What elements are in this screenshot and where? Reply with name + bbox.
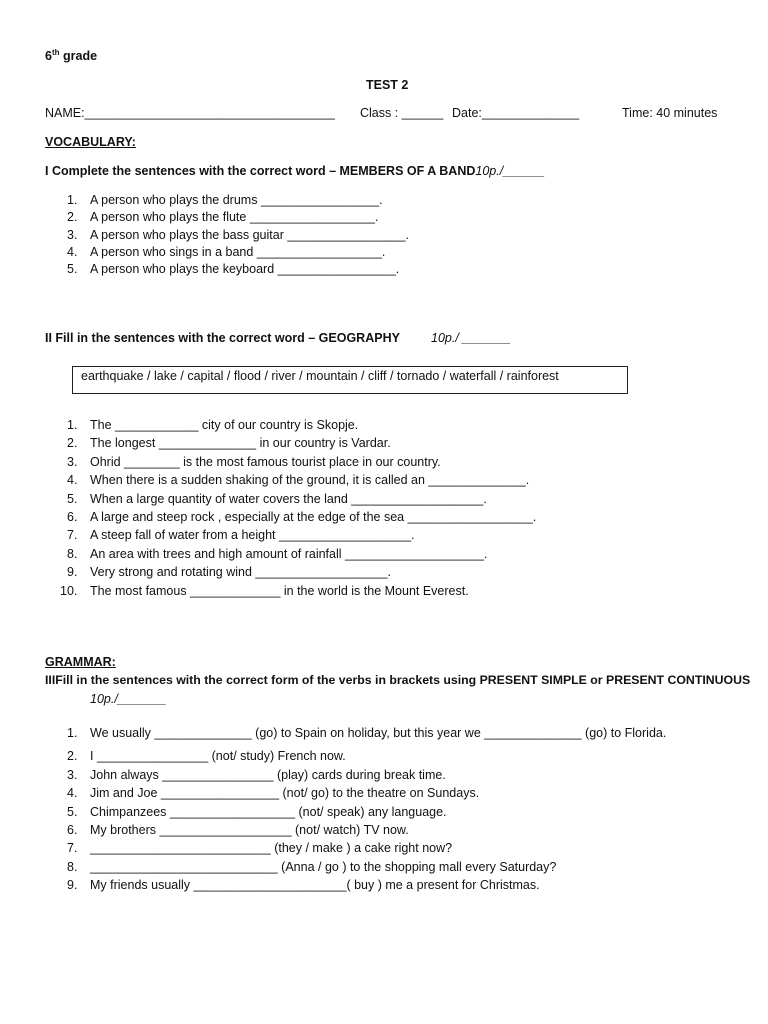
- class-field[interactable]: Class : ______: [360, 106, 444, 120]
- section-3-points: 10p./_______: [90, 692, 167, 706]
- list-item[interactable]: 4. Jim and Joe _________________ (not/ go) to the theatre on Sundays.: [67, 786, 480, 801]
- section-2-title: II Fill in the sentences with the correct word – GEOGRAPHY: [45, 331, 400, 345]
- word-box: earthquake / lake / capital / flood / river / mountain / cliff / tornado / waterfall / rainforest: [72, 366, 628, 394]
- list-item[interactable]: 6. A large and steep rock , especially at the edge of the sea __________________.: [67, 510, 537, 525]
- section-2-points: 10p./ _______: [431, 331, 511, 345]
- list-item[interactable]: 1. We usually ______________ (go) to Spain on holiday, but this year we ______________ (go) to Florida.: [67, 726, 667, 740]
- section-3-title: IIIFill in the sentences with the correct form of the verbs in brackets using PRESENT SIMPLE or PRESENT CONTINUOUS: [45, 673, 751, 687]
- list-item[interactable]: 4. A person who sings in a band __________________.: [67, 244, 386, 259]
- list-item[interactable]: 1. The ____________ city of our country is Skopje.: [67, 418, 359, 432]
- list-item[interactable]: 8. ___________________________ (Anna / go ) to the shopping mall every Saturday?: [67, 859, 557, 874]
- grammar-heading: GRAMMAR:: [45, 655, 116, 669]
- list-item[interactable]: 3. Ohrid ________ is the most famous tourist place in our country.: [67, 454, 441, 469]
- section-1-list: [45, 192, 409, 278]
- section-2-list: [45, 416, 536, 600]
- list-item[interactable]: 2. I ________________ (not/ study) French now.: [67, 749, 346, 764]
- list-item[interactable]: 8. An area with trees and high amount of rainfall ____________________.: [67, 546, 488, 561]
- list-item[interactable]: 9. My friends usually ______________________( buy ) me a present for Christmas.: [67, 878, 540, 893]
- list-item[interactable]: 5. When a large quantity of water covers the land ___________________.: [67, 491, 487, 506]
- list-item[interactable]: 5. A person who plays the keyboard _________________.: [67, 262, 400, 277]
- list-item[interactable]: 7. A steep fall of water from a height ___________________.: [67, 528, 415, 543]
- list-item[interactable]: 9. Very strong and rotating wind ___________________.: [67, 565, 391, 580]
- vocabulary-heading: VOCABULARY:: [45, 135, 136, 149]
- list-item[interactable]: 10. The most famous _____________ in the world is the Mount Everest.: [60, 583, 469, 598]
- list-item[interactable]: 3. John always ________________ (play) cards during break time.: [67, 767, 446, 782]
- list-item[interactable]: 5. Chimpanzees __________________ (not/ speak) any language.: [67, 804, 447, 819]
- date-field[interactable]: Date:______________: [452, 106, 580, 120]
- grade-label: 6th grade: [45, 48, 98, 64]
- name-field[interactable]: NAME:____________________________________: [45, 106, 335, 120]
- list-item[interactable]: 6. My brothers ___________________ (not/ watch) TV now.: [67, 823, 409, 838]
- list-item[interactable]: 7. __________________________ (they / make ) a cake right now?: [67, 841, 453, 856]
- list-item[interactable]: 2. The longest ______________ in our country is Vardar.: [67, 436, 391, 451]
- list-item[interactable]: 2. A person who plays the flute __________________.: [67, 210, 379, 225]
- section-3-list: [45, 724, 666, 895]
- list-item[interactable]: 4. When there is a sudden shaking of the ground, it is called an ______________.: [67, 473, 530, 488]
- section-1-title: I Complete the sentences with the correct word – MEMBERS OF A BAND10p./______: [45, 164, 545, 178]
- list-item[interactable]: 1. A person who plays the drums _________________.: [67, 193, 383, 207]
- section-1-points: 10p./______: [475, 164, 545, 178]
- list-item[interactable]: 3. A person who plays the bass guitar _________________.: [67, 227, 409, 242]
- time-label: Time: 40 minutes: [622, 106, 718, 120]
- test-title: TEST 2: [366, 78, 409, 92]
